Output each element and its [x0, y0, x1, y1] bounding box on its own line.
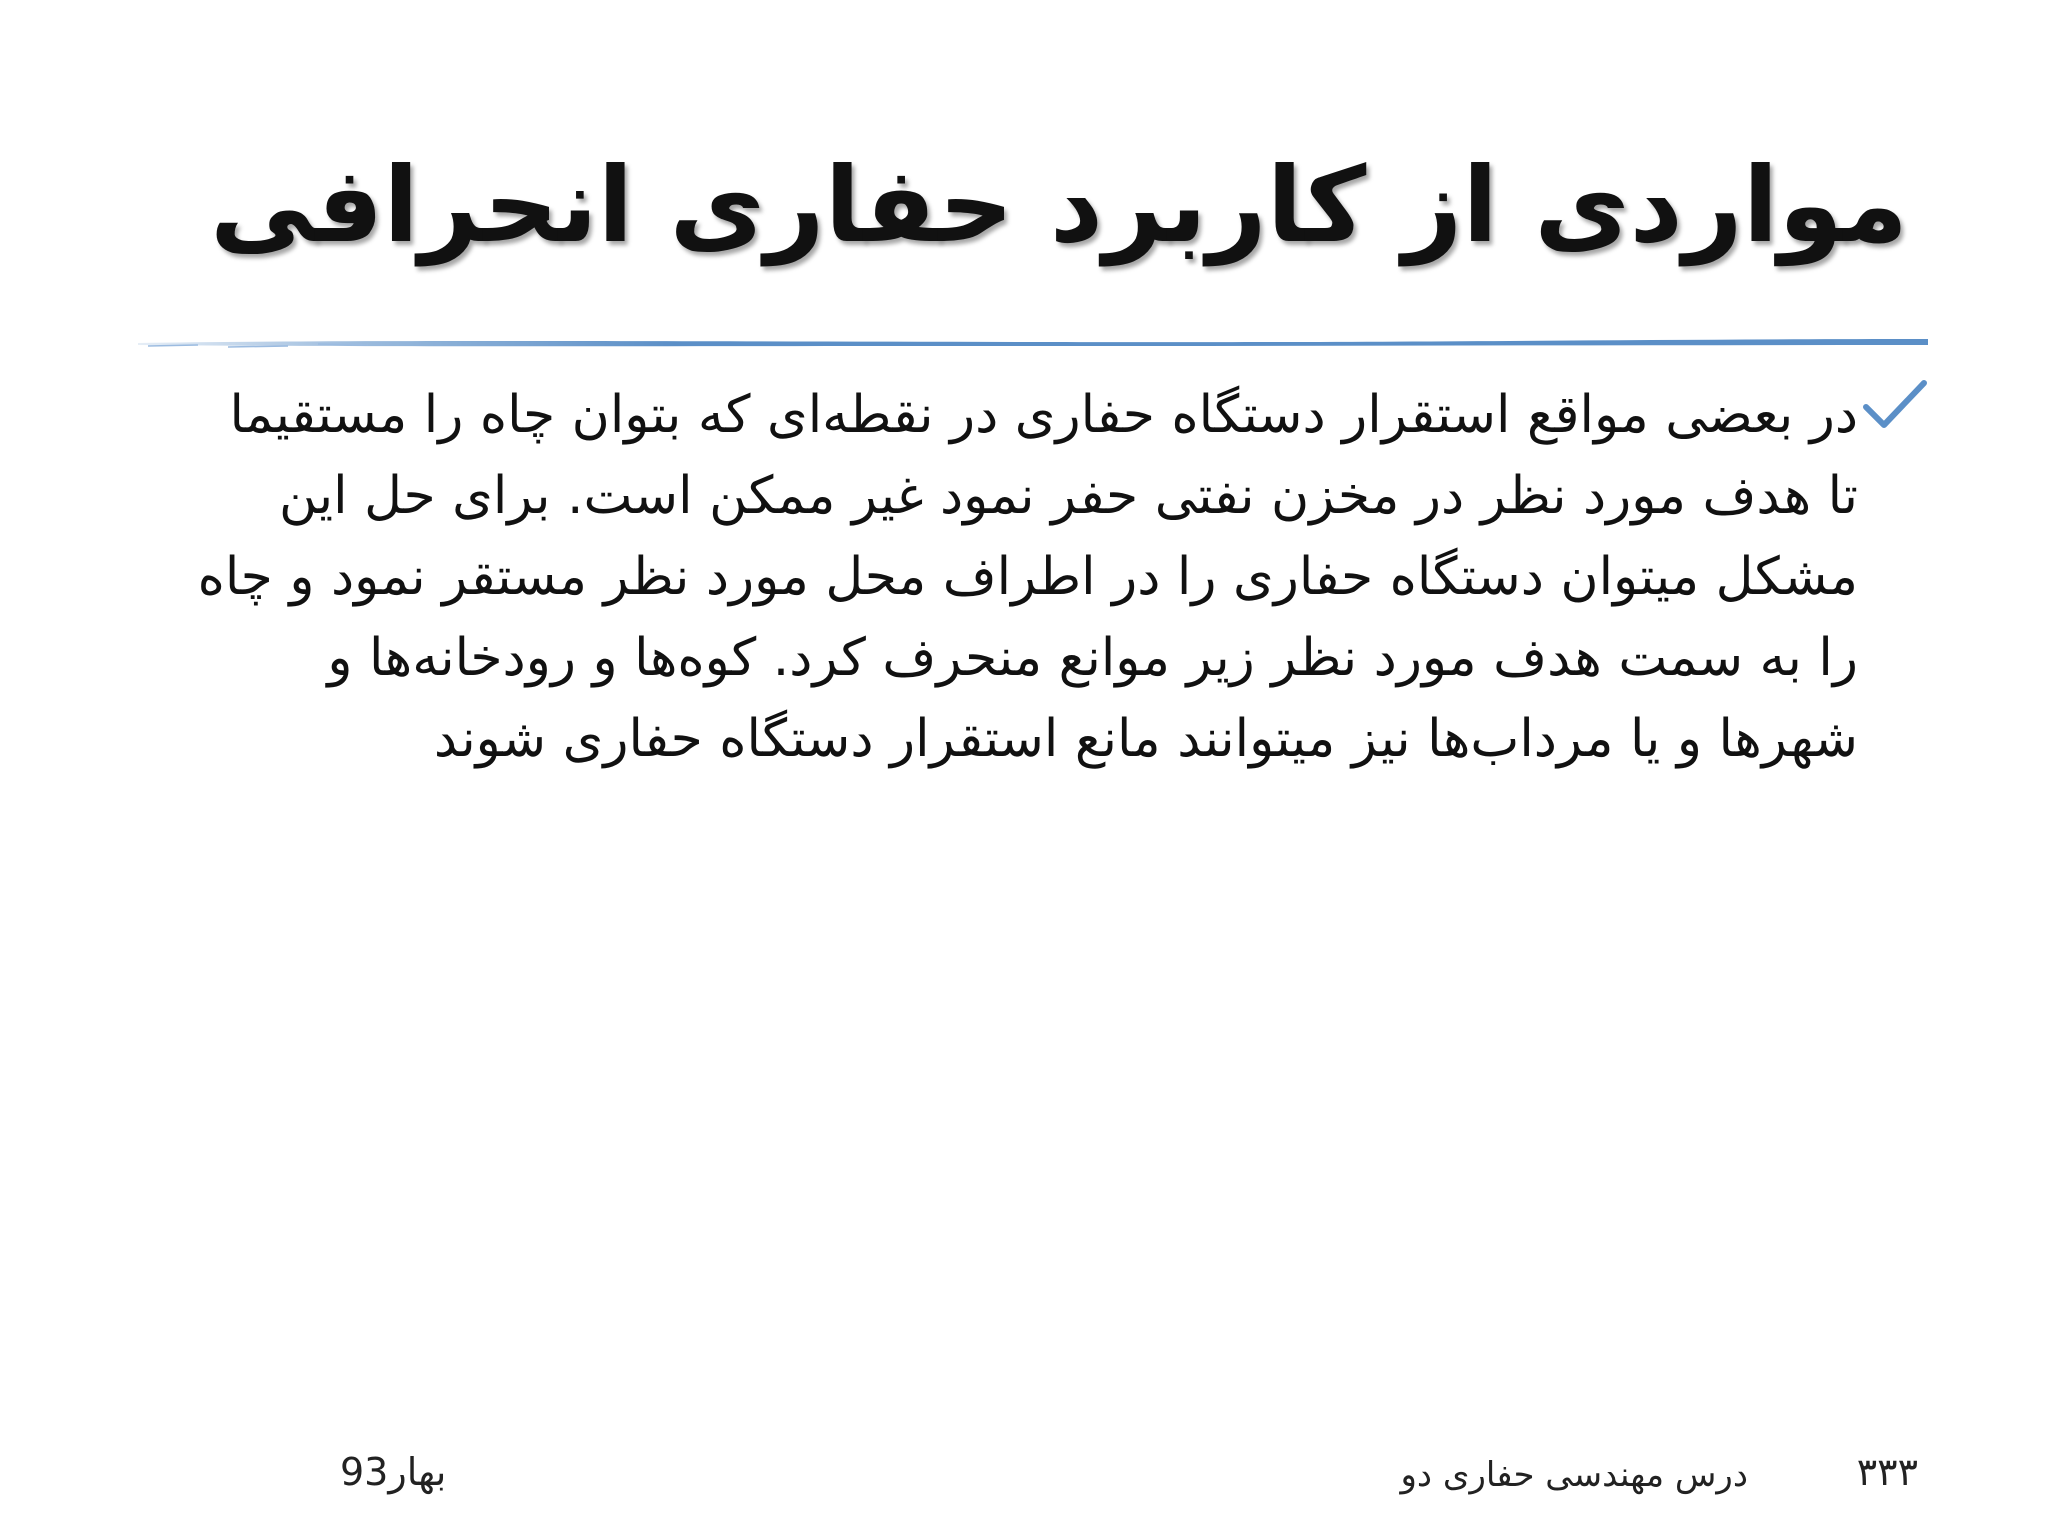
title-divider	[138, 333, 1928, 351]
slide-title: مواردی از کاربرد حفاری انحرافی	[209, 144, 1908, 266]
page-number: ۳۳۳	[1856, 1450, 1918, 1494]
checkmark-icon	[1860, 375, 1930, 435]
footer-date: بهار93	[340, 1450, 447, 1494]
bullet-text: در بعضی مواقع استقرار دستگاه حفاری در نقطه‌ای که بتوان چاه را مستقیما تا هدف مورد نظر در مخزن نفتی حفر نمود غیر ممکن است. برای حل این مشکل میتوان دستگاه حفاری را در اطراف محل مورد نظر مستقر نمود و چاه را به سمت هدف مورد نظر زیر موانع منحرف کرد. کوه‌ها و رودخانه‌ها و شهرها و یا مرداب‌ها نیز میتوانند مانع استقرار دستگاه حفاری شوند	[197, 385, 1858, 769]
footer-course-title: درس مهندسی حفاری دو	[1400, 1455, 1748, 1495]
